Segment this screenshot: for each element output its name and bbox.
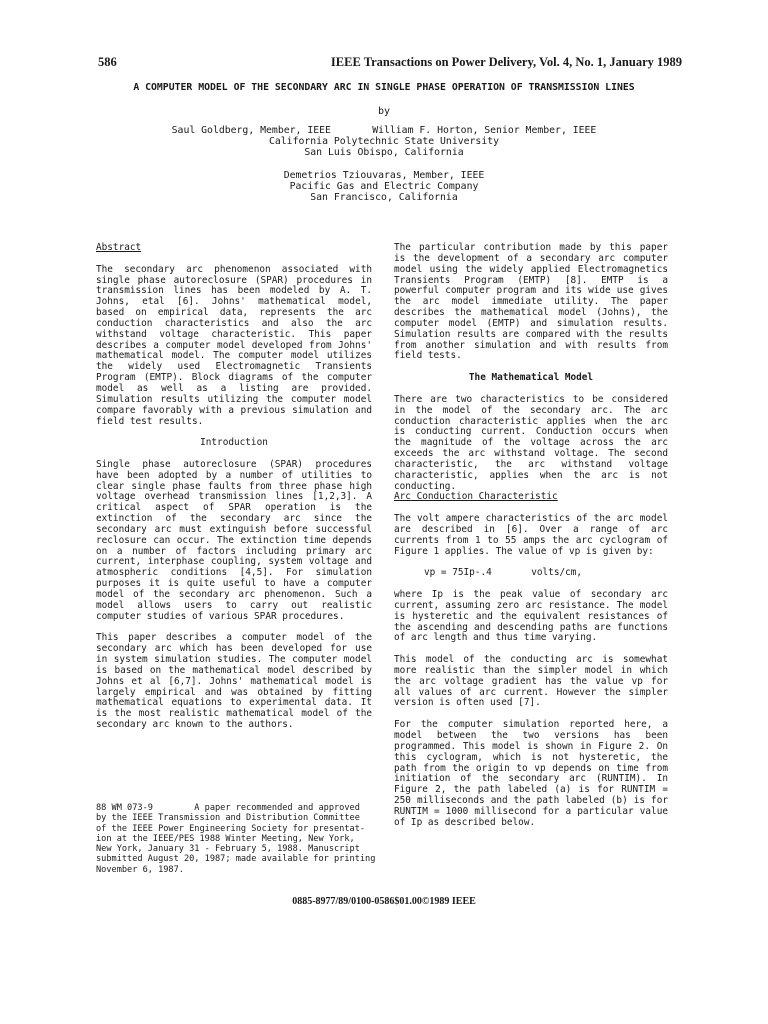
volt-ampere-paragraph: The volt ampere characteristics of the arc model are described in [6]. Over a range of arc currents from 1 to 55 amps the arc cyclogram of Figure 1 applies. The value of vp is given by:: [394, 513, 668, 557]
paper-title: A COMPUTER MODEL OF THE SECONDARY ARC IN SINGLE PHASE OPERATION OF TRANSMISSION LINES: [133, 82, 635, 93]
footnote-line: submitted August 20, 1987; made available for printing: [96, 854, 376, 865]
math-model-heading: The Mathematical Model: [468, 372, 594, 384]
characteristics-paragraph: There are two characteristics to be considered in the model of the secondary arc. The arc conduction characteristic applies when the arc is conducting current. Conduction occurs when the magnitude of the voltage across the arc exceeds the arc withstand voltage. The second characteristic, the arc withstand voltage characteristic, applies when the arc is not conducting.: [394, 393, 668, 492]
author-block-1: [0, 125, 768, 159]
arc-conduction-heading: Arc Conduction Characteristic: [394, 491, 558, 503]
conducting-arc-paragraph: This model of the conducting arc is somewhat more realistic than the simpler model in which the arc voltage gradient has the value vp for all values of arc current. However the simpler version is often used [7].: [394, 654, 668, 709]
introduction-heading: Introduction: [200, 437, 268, 449]
footnote-line: 88 WM 073-9 A paper recommended and approved: [96, 803, 360, 813]
footnote: [96, 803, 386, 875]
contribution-paragraph: The particular contribution made by this paper is the development of a secondary arc computer model using the widely applied Electromagnetics Transients Program (EMTP) [8]. EMTP is a powerful computer program and its wide use gives the arc model immediate utility. The paper describes the mathematical model (Johns), the computer model (EMTP) and simulation results. Simulation results are compared with the results from another simulation and with results from field tests.: [394, 242, 668, 362]
left-column: [96, 243, 372, 742]
author-name: Demetrios Tziouvaras, Member, IEEE: [283, 170, 485, 181]
footnote-line: November 6, 1987.: [96, 864, 184, 875]
author-affiliation: Pacific Gas and Electric Company: [289, 181, 479, 193]
author-location: San Luis Obispo, California: [304, 147, 464, 159]
abstract-heading: Abstract: [96, 242, 142, 253]
by-line: by: [377, 106, 391, 117]
vp-formula: vp = 75Ip-.4 volts/cm,: [424, 567, 583, 579]
footnote-line: ion at the IEEE/PES 1988 Winter Meeting, New York,: [96, 833, 355, 844]
right-column: [394, 243, 668, 839]
author-block-2: [0, 170, 768, 204]
peak-current-paragraph: where Ip is the peak value of secondary arc current, assuming zero arc resistance. The model is hysteretic and the equivalent resistances of the ascending and descending paths are functions of arc length and thus time varying.: [394, 589, 668, 644]
footnote-line: New York, January 31 - February 5, 1988. Manuscript: [96, 844, 360, 855]
author-names: Saul Goldberg, Member, IEEE William F. Horton, Senior Member, IEEE: [171, 125, 597, 136]
simulation-model-paragraph: For the computer simulation reported here, a model between the two versions has been programmed. This model is shown in Figure 2. On this cyclogram, which is not hysteretic, the path from the origin to vp depends on time from initiation of the secondary arc (RUNTIM). In Figure 2, the path labeled (a) is for RUNTIM = 250 milliseconds and the path labeled (b) is for RUNTIM = 1000 millisecond for a particular value of Ip as described below.: [394, 719, 668, 828]
author-location: San Francisco, California: [310, 192, 458, 204]
journal-citation: IEEE Transactions on Power Delivery, Vol. 4, No. 1, January 1989: [330, 55, 682, 69]
footnote-line: by the IEEE Transmission and Distribution Committee: [96, 813, 360, 824]
page-number: 586: [98, 55, 117, 69]
author-affiliation: California Polytechnic State University: [268, 136, 500, 148]
abstract-text: The secondary arc phenomenon associated with single phase autoreclosure (SPAR) procedures in transmission lines has been modeled by A. T. Johns, etal [6]. Johns' mathematical model, based on empirical data, represents the arc conduction characteristics and also the arc withstand voltage characteristic. This paper describes a computer model developed from Johns' mathematical model. The computer model utilizes the widely used Electromagnetic Transients Program (EMTP). Block diagrams of the computer model as well as a listing are provided. Simulation results utilizing the computer model compare favorably with a previous simulation and field test results.: [96, 263, 372, 427]
introduction-paragraph-2: This paper describes a computer model of the secondary arc which has been developed for use in system simulation studies. The computer model is based on the mathematical model described by Johns et al [6,7]. Johns' mathematical model is largely empirical and was obtained by fitting mathematical equations to experimental data. It is the most realistic mathematical model of the secondary arc known to the authors.: [96, 632, 372, 731]
footnote-line: of the IEEE Power Engineering Society for presentat-: [96, 823, 366, 834]
introduction-paragraph-1: Single phase autoreclosure (SPAR) procedures have been adopted by a number of utilities to clear single phase faults from three phase high voltage overhead transmission lines [1,2,3]. A critical aspect of SPAR operation is the extinction of the secondary arc since the secondary arc must extinguish before successful reclosure can occur. The extinction time depends on a number of factors including primary arc current, interphase coupling, system voltage and atmospheric conditions [4,5]. For simulation purposes it is quite useful to have a computer model of the secondary arc phenomenon. Such a model allows users to carry out realistic computer studies of various SPAR procedures.: [96, 458, 372, 622]
copyright-notice: 0885-8977/89/0100-0586$01.00©1989 IEEE: [292, 896, 476, 907]
